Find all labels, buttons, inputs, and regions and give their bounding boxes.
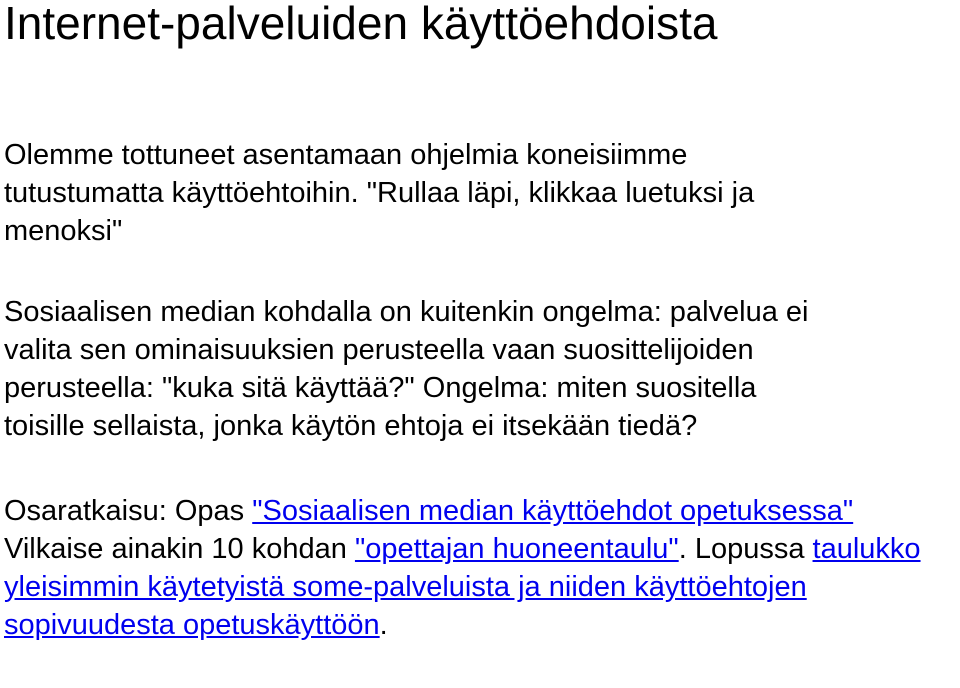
page-title: Internet-palveluiden käyttöehdoista [4, 0, 718, 49]
paragraph-line: Olemme tottuneet asentamaan ohjelmia koneisiimme [4, 139, 688, 171]
paragraph-partial-solution [4, 492, 956, 644]
paragraph-line: menoksi" [4, 215, 123, 247]
paragraph-install-habits [4, 136, 956, 250]
solution-intro-text: Osaratkaisu: Opas [4, 495, 253, 527]
solution-mid-text: Vilkaise ainakin 10 kohdan [4, 533, 355, 565]
paragraph-line: Sosiaalisen median kohdalla on kuitenkin ongelma: palvelua ei [4, 296, 809, 328]
paragraph-line: tutustumatta käyttöehtoihin. "Rullaa läpi, klikkaa luetuksi ja [4, 177, 755, 209]
services-table-link[interactable]: taulukko yleisimmin käytetyistä some-palveluista ja niiden käyttöehtojen sopivuudesta opetuskäyttöön [4, 533, 921, 641]
teacher-board-link[interactable]: "opettajan huoneentaulu" [354, 533, 679, 565]
guide-link[interactable]: "Sosiaalisen median käyttöehdot opetuksessa" [252, 495, 854, 527]
solution-mid-text-2: . Lopussa [678, 533, 813, 565]
solution-end-text: . [379, 609, 388, 641]
paragraph-social-media-problem [4, 293, 956, 445]
paragraph-line: valita sen ominaisuuksien perusteella vaan suosittelijoiden [4, 334, 754, 366]
paragraph-line: toisille sellaista, jonka käytön ehtoja ei itsekään tiedä? [4, 410, 698, 442]
paragraph-line: perusteella: "kuka sitä käyttää?" Ongelma: miten suositella [4, 372, 757, 404]
